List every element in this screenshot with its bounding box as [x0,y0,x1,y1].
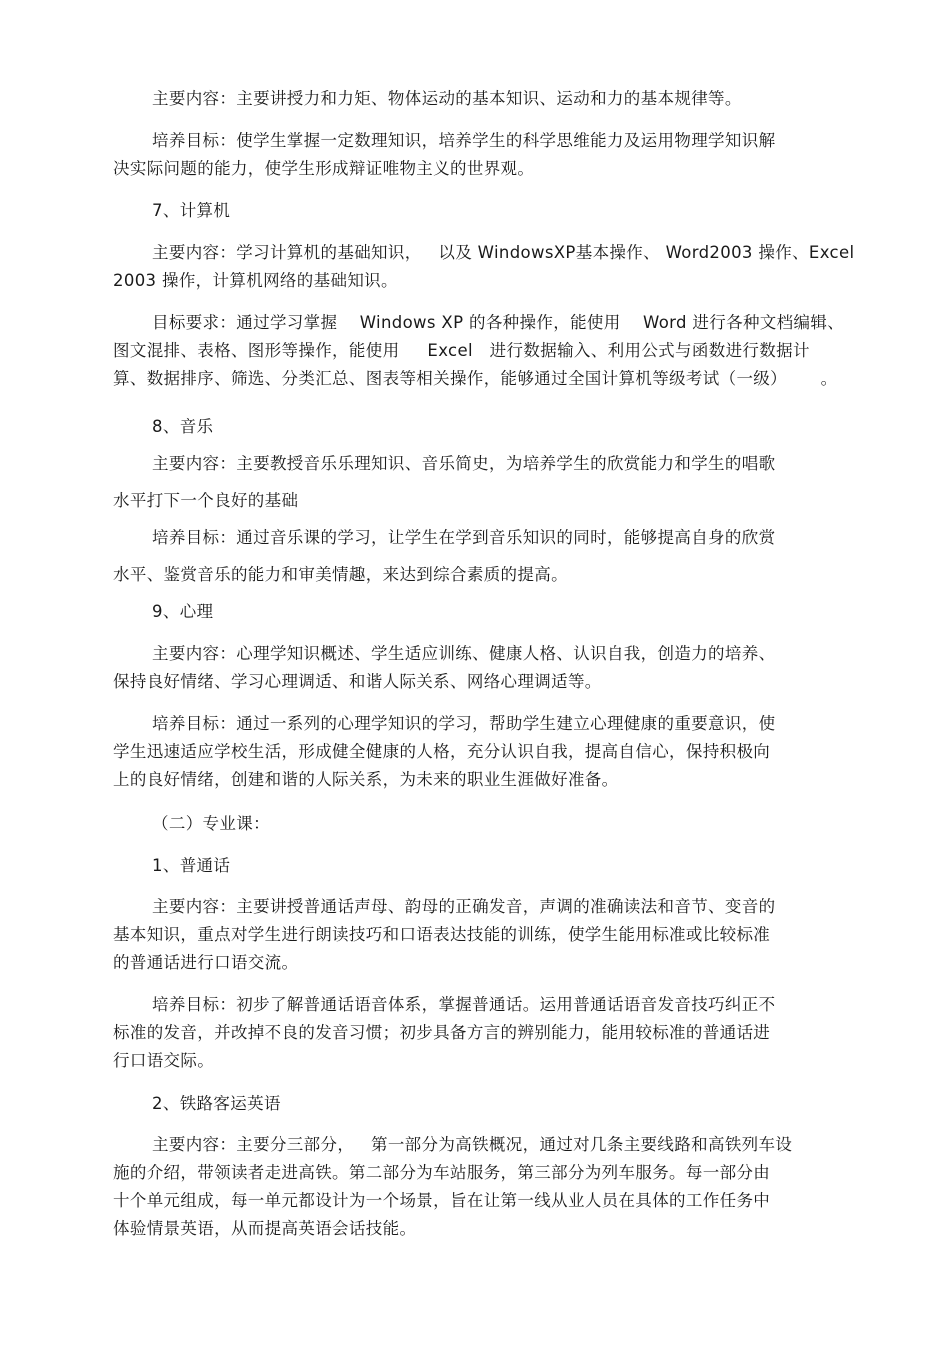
music-goal-line-1: 培养目标：通过音乐课的学习，让学生在学到音乐知识的同时，能够提高自身的欣赏 [152,528,776,547]
section-heading-psychology: 9、心理 [152,602,214,621]
mandarin-content-line-2: 基本知识，重点对学生进行朗读技巧和口语表达技能的训练，使学生能用标准或比较标准 [113,925,771,944]
section-heading-music: 8、音乐 [152,417,214,436]
computer-content-line-2: 2003 操作，计算机网络的基础知识。 [113,271,398,290]
mandarin-content-line-3: 的普通话进行口语交流。 [113,953,299,972]
section-heading-professional: （二）专业课： [152,814,270,833]
psychology-goal-line-3: 上的良好情绪，创建和谐的人际关系，为未来的职业生涯做好准备。 [113,770,619,789]
railway-content-line-2: 施的介绍，带领读者走进高铁。第二部分为车站服务，第三部分为列车服务。每一部分由 [113,1163,771,1182]
mandarin-goal-line-2: 标准的发音，并改掉不良的发音习惯；初步具备方言的辨别能力，能用较标准的普通话进 [113,1023,771,1042]
music-content-line-1: 主要内容：主要教授音乐乐理知识、音乐简史，为培养学生的欣赏能力和学生的唱歌 [152,454,776,473]
computer-goal-line-1: 目标要求：通过学习掌握 Windows XP 的各种操作，能使用 Word 进行各种文档编辑、 [152,313,845,332]
physics-content-line: 主要内容：主要讲授力和力矩、物体运动的基本知识、运动和力的基本规律等。 [152,89,742,108]
section-heading-railway-english: 2、铁路客运英语 [152,1094,281,1113]
section-heading-computer: 7、计算机 [152,201,231,220]
mandarin-content-line-1: 主要内容：主要讲授普通话声母、韵母的正确发音，声调的准确读法和音节、变音的 [152,897,776,916]
computer-goal-line-2: 图文混排、表格、图形等操作，能使用 Excel 进行数据输入、利用公式与函数进行数据计 [113,341,810,360]
railway-content-line-3: 十个单元组成，每一单元都设计为一个场景，旨在让第一线从业人员在具体的工作任务中 [113,1191,771,1210]
psychology-goal-line-1: 培养目标：通过一系列的心理学知识的学习，帮助学生建立心理健康的重要意识，使 [152,714,776,733]
computer-content-line-1: 主要内容：学习计算机的基础知识， 以及 WindowsXP基本操作、 Word2003 操作、Excel [152,243,855,262]
psychology-content-line-2: 保持良好情绪、学习心理调适、和谐人际关系、网络心理调适等。 [113,672,602,691]
mandarin-goal-line-3: 行口语交际。 [113,1051,215,1070]
mandarin-goal-line-1: 培养目标：初步了解普通话语音体系，掌握普通话。运用普通话语音发音技巧纠正不 [152,995,776,1014]
computer-goal-line-3: 算、数据排序、筛选、分类汇总、图表等相关操作，能够通过全国计算机等级考试（一级） 。 [113,369,838,388]
physics-goal-line-1: 培养目标：使学生掌握一定数理知识，培养学生的科学思维能力及运用物理学知识解 [152,131,776,150]
railway-content-line-1: 主要内容：主要分三部分， 第一部分为高铁概况，通过对几条主要线路和高铁列车设 [152,1135,793,1154]
psychology-content-line-1: 主要内容：心理学知识概述、学生适应训练、健康人格、认识自我，创造力的培养、 [152,644,776,663]
psychology-goal-line-2: 学生迅速适应学校生活，形成健全健康的人格，充分认识自我，提高自信心，保持积极向 [113,742,771,761]
section-heading-mandarin: 1、普通话 [152,856,231,875]
physics-goal-line-2: 决实际问题的能力，使学生形成辩证唯物主义的世界观。 [113,159,535,178]
railway-content-line-4: 体验情景英语，从而提高英语会话技能。 [113,1219,417,1238]
music-goal-line-2: 水平、鉴赏音乐的能力和审美情趣，来达到综合素质的提高。 [113,565,568,584]
music-content-line-2: 水平打下一个良好的基础 [113,491,299,510]
